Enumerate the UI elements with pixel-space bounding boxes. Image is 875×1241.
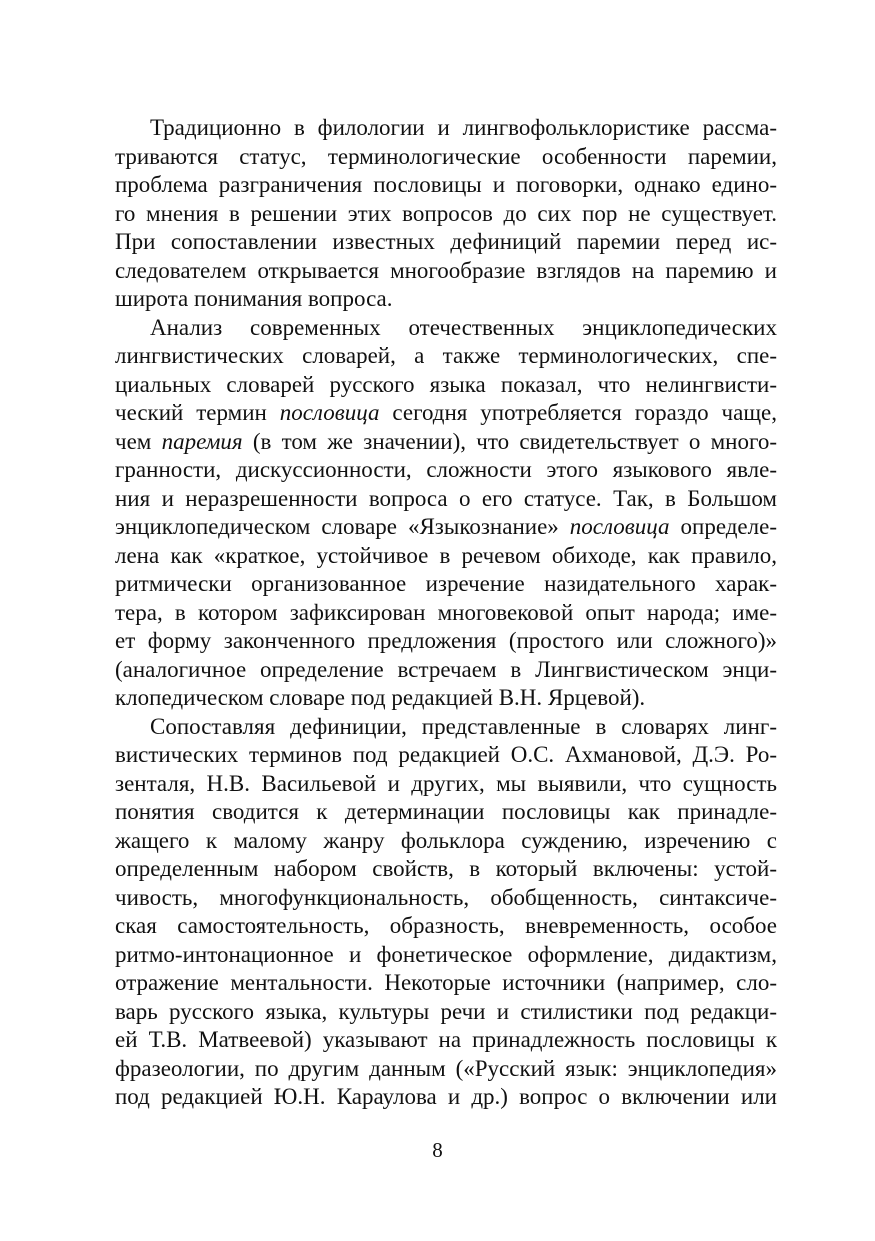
text-run: следователем открывается многообразие взглядов на паремию и: [115, 257, 777, 283]
text-run: го мнения в решении этих вопросов до сих пор не существует.: [115, 200, 777, 226]
text-run: ская самостоятельность, образность, вневременность, особое: [115, 913, 777, 938]
text-line: [115, 1025, 777, 1055]
text-line: [115, 484, 777, 514]
text-run: варь русского языка, культуры речи и стилистики под редакци-: [115, 998, 777, 1024]
text-run: циальных словарей русского языка показал, что нелингвисти-: [115, 371, 777, 397]
text-line: [115, 541, 777, 571]
text-line: [115, 997, 777, 1027]
text-run: ческий термин: [115, 400, 280, 425]
text-run: вистических терминов под редакцией О.С. Ахмановой, Д.Э. Ро-: [115, 742, 777, 767]
text-run: определенным набором свойств, в который включены: устой-: [115, 856, 777, 881]
text-line: [115, 1082, 777, 1112]
text-line: [115, 940, 777, 970]
text-line: [115, 626, 777, 656]
text-line: [115, 170, 777, 200]
text-run: (аналогичное определение встречаем в Лингвистическом энци-: [115, 656, 777, 682]
text-line: [115, 968, 777, 998]
text-line: [115, 256, 777, 286]
text-line: [115, 598, 777, 628]
text-line: [115, 740, 777, 770]
text-line: [115, 398, 777, 428]
italic-term: пословица: [279, 400, 380, 425]
text-run: триваются статус, терминологические особенности паремии,: [115, 143, 777, 169]
text-run: ния и неразрешенности вопроса о его статусе. Так, в Большом: [115, 485, 777, 511]
text-run: (в том же значении), что свидетельствует о много-: [242, 428, 777, 454]
text-run: гранности, дискуссионности, сложности этого языкового явле-: [115, 457, 777, 482]
text-run: чем: [115, 428, 162, 454]
text-run: лена как «краткое, устойчивое в речевом обиходе, как правило,: [115, 542, 777, 568]
text-run: энциклопедическом словаре «Языкознание»: [115, 514, 570, 539]
text-run: Анализ современных отечественных энциклопедических: [150, 314, 777, 340]
text-line: [115, 883, 777, 913]
text-line: [115, 797, 777, 827]
text-run: фразеологии, по другим данным («Русский язык: энциклопедия»: [115, 1055, 777, 1081]
text-line: [115, 826, 777, 856]
text-line: [150, 313, 777, 343]
text-line: [115, 427, 777, 457]
text-run: чивость, многофункциональность, обобщенность, синтаксиче-: [115, 884, 777, 910]
text-run: определе-: [669, 514, 777, 539]
text-line: [115, 683, 777, 713]
text-line: [115, 655, 777, 685]
text-run: Сопоставляя дефиниции, представленные в словарях линг-: [150, 713, 777, 739]
text-run: лингвистических словарей, а также терминологических, спе-: [115, 343, 777, 368]
text-run: понятия сводится к детерминации пословицы как принадле-: [115, 799, 777, 824]
italic-term: пословица: [569, 514, 670, 539]
text-run: клопедическом словаре под редакцией В.Н. Ярцевой).: [115, 685, 646, 710]
page-number: 8: [432, 1138, 443, 1162]
italic-term: паремия: [161, 428, 243, 454]
text-run: Традиционно в филологии и лингвофольклористике рассма-: [150, 115, 777, 140]
text-line: [115, 341, 777, 371]
text-line: [150, 712, 777, 742]
text-line: [150, 113, 777, 143]
text-line: [115, 512, 777, 542]
text-line: [115, 227, 777, 257]
text-line: [115, 1054, 777, 1084]
text-line: [115, 199, 777, 229]
text-run: При сопоставлении известных дефиниций паремии перед ис-: [115, 229, 777, 254]
text-line: [115, 769, 777, 799]
text-run: ет форму законченного предложения (простого или сложного)»: [115, 628, 777, 653]
text-run: жащего к малому жанру фольклора суждению, изречению с: [115, 827, 777, 853]
text-run: ей Т.В. Матвеевой) указывают на принадлежность пословицы к: [115, 1027, 777, 1052]
text-line: [115, 370, 777, 400]
text-line: [115, 142, 777, 172]
text-line: [115, 569, 777, 599]
text-run: ритмически организованное изречение назидательного харак-: [115, 571, 777, 596]
text-line: [115, 854, 777, 884]
text-run: отражение ментальности. Некоторые источники (например, сло-: [115, 970, 777, 995]
text-run: ритмо-интонационное и фонетическое оформление, дидактизм,: [115, 941, 777, 967]
text-line: [115, 455, 777, 485]
text-line: [115, 911, 777, 941]
text-line: [115, 284, 777, 314]
text-run: под редакцией Ю.Н. Караулова и др.) вопрос о включении или: [115, 1084, 777, 1109]
text-run: проблема разграничения пословицы и поговорки, однако едино-: [115, 172, 777, 197]
text-run: широта понимания вопроса.: [115, 286, 393, 311]
text-run: зенталя, Н.В. Васильевой и других, мы выявили, что сущность: [115, 770, 777, 796]
text-run: сегодня употребляется гораздо чаще,: [379, 400, 777, 425]
text-run: тера, в котором зафиксирован многовековой опыт народа; име-: [115, 599, 777, 625]
